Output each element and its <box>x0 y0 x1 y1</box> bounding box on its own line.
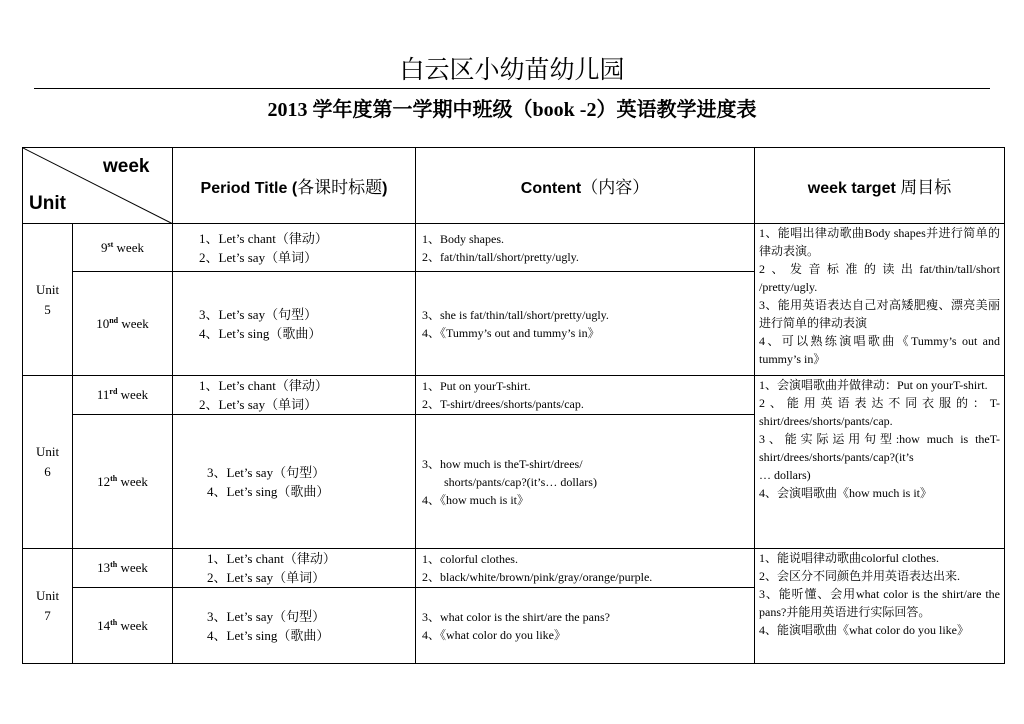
school-name: 白云区小幼苗幼儿园 <box>399 55 625 84</box>
content-cell: 1、Put on yourT-shirt. 2、T-shirt/drees/shorts/pants/cap. <box>416 376 755 415</box>
schedule-title: 2013 学年度第一学期中班级（book -2）英语教学进度表 <box>267 99 757 121</box>
table-row <box>23 224 1005 272</box>
header-row <box>23 148 1005 224</box>
week-target-cn: 周目标 <box>900 178 952 198</box>
period-title-close: ) <box>382 180 388 197</box>
unit-label: Unit <box>35 588 60 603</box>
target-cell: 1、能说唱律动歌曲colorful clothes. 2、会区分不同颜色并用英语表达出来. 3、能听懂、会用what color is the shirt/are the pans?并能用英语进行实际回答。 4、能演唱歌曲《what color do you like》 <box>755 549 1005 664</box>
period-title-header <box>173 148 416 224</box>
week-cell: 11rd week <box>73 376 173 415</box>
week-cell: 13th week <box>73 549 173 588</box>
target-cell: 1、会演唱歌曲并做律动：Put on yourT-shirt. 2、能用英语表达不同衣服的：T-shirt/drees/shorts/pants/cap. 3、能实际运用句型:how much is theT-shirt/drees/shorts/pants/cap?(it’s … dollars) 4、会演唱歌曲《how much is it》 <box>755 376 1005 549</box>
week-target-header <box>755 148 1005 224</box>
period-cell: 1、Let’s chant（律动） 2、Let’s say（单词） <box>173 549 416 588</box>
week-target-en: week target <box>807 180 901 197</box>
content-en: Content <box>520 180 582 197</box>
content-cell: 3、how much is theT-shirt/drees/ shorts/pants/cap?(it’s… dollars) 4、《how much is it》 <box>416 415 755 549</box>
unit-number: 5 <box>44 301 51 317</box>
week-cell: 14th week <box>73 588 173 664</box>
unit-cell <box>23 549 73 664</box>
unit-number: 7 <box>44 608 51 623</box>
unit-cell <box>23 224 73 376</box>
period-cell: 3、Let’s say（句型） 4、Let’s sing（歌曲） <box>173 588 416 664</box>
content-cell: 3、she is fat/thin/tall/short/pretty/ugly. 4、《Tummy’s out and tummy’s in》 <box>416 272 755 376</box>
period-cell: 3、Let’s say（句型） 4、Let’s sing（歌曲） <box>173 415 416 549</box>
period-title-cn: 各课时标题 <box>297 178 383 198</box>
unit-label: Unit <box>35 281 60 297</box>
period-title-en: Period Title ( <box>200 180 298 197</box>
schedule-table <box>22 147 1005 664</box>
week-cell: 9st week <box>73 224 173 272</box>
unit-label: Unit <box>35 444 60 459</box>
content-cell: 3、what color is the shirt/are the pans? 4、《what color do you like》 <box>416 588 755 664</box>
content-header <box>416 148 755 224</box>
period-cell: 3、Let’s say（句型） 4、Let’s sing（歌曲） <box>173 272 416 376</box>
target-cell: 1、能唱出律动歌曲Body shapes并进行简单的律动表演。 2、发音标准的读出fat/thin/tall/short /pretty/ugly. 3、能用英语表达自己对高矮肥瘦、漂亮美丽进行简单的律动表演 4、可以熟练演唱歌曲《Tummy’s out and tummy’s in》 <box>755 224 1005 376</box>
unit-number: 6 <box>44 464 51 479</box>
content-cell: 1、Body shapes. 2、fat/thin/tall/short/pretty/ugly. <box>416 224 755 272</box>
table-row <box>23 376 1005 415</box>
unit-week-header <box>23 148 173 224</box>
unit-cell <box>23 376 73 549</box>
week-cell: 12th week <box>73 415 173 549</box>
content-cn: （内容） <box>581 178 650 198</box>
week-header: week <box>103 156 150 177</box>
week-cell: 10nd week <box>73 272 173 376</box>
period-cell: 1、Let’s chant（律动） 2、Let’s say（单词） <box>173 376 416 415</box>
table-row <box>23 549 1005 588</box>
content-cell: 1、colorful clothes. 2、black/white/brown/pink/gray/orange/purple. <box>416 549 755 588</box>
header-rule <box>34 88 990 89</box>
unit-header: Unit <box>29 193 66 214</box>
period-cell: 1、Let’s chant（律动） 2、Let’s say（单词） <box>173 224 416 272</box>
